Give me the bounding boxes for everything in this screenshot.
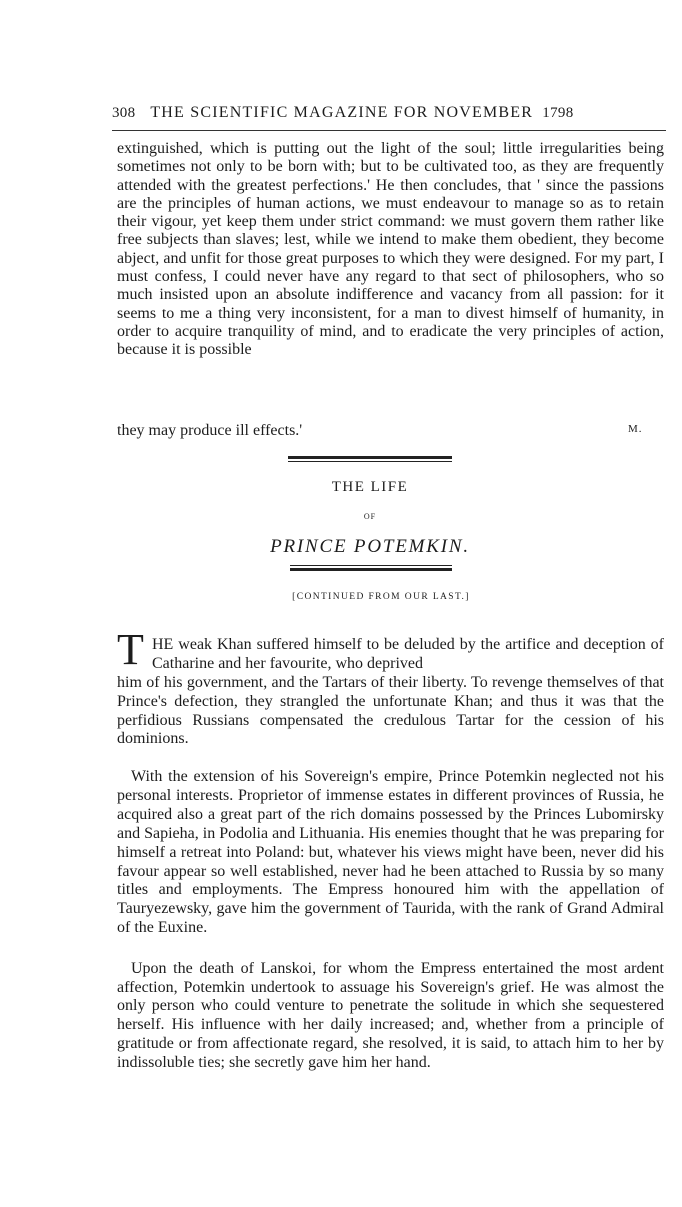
running-head-title: THE SCIENTIFIC MAGAZINE FOR NOVEMBER — [150, 104, 534, 121]
page-number: 308 — [112, 105, 136, 121]
article-title-line3: PRINCE POTEMKIN. — [270, 536, 470, 557]
article-title-line1: THE LIFE — [331, 479, 409, 495]
article-title-line2: OF — [363, 512, 377, 521]
drop-cap: T — [117, 625, 144, 674]
title-rule-bottom-thick — [290, 568, 452, 571]
article-opening-lines: HE weak Khan suffered himself to be deluded by the artifice and deception of Catharine and her favourite, who deprived — [152, 636, 664, 672]
continued-note: [CONTINUED FROM OUR LAST.] — [292, 592, 470, 602]
article-paragraph-2: With the extension of his Sovereign's empire, Prince Potemkin neglected not his personal interests. Proprietor of immense estates in different provinces of Russia, he acquired also a great part of the rich domains possessed by the Princes Lubomirsky and Sapieha, in Podolia and Lithuania. His enemies thought that he was preparing for himself a retreat into Poland: but, whatever his views might have been, never did his favour appear so well established, never had he been attached to Russia by so many titles and employments. The Empress honoured him with the appellation of Tauryezewsky, gave him the government of Taurida, with the rank of Grand Admiral of the Euxine. — [117, 768, 664, 937]
title-rule-top-thin — [288, 461, 452, 462]
title-rule-top-thick — [288, 456, 452, 459]
previous-article-last-line: they may produce ill effects.' — [117, 422, 303, 439]
article-signature: M. — [628, 423, 643, 435]
running-head — [112, 104, 666, 122]
article-paragraph-1: him of his government, and the Tartars of their liberty. To revenge themselves of that Prince's defection, they strangled the unfortunate Khan; and thus it was that the perfidious Russians compensated the credulous Tartar for the cession of his dominions. — [117, 674, 664, 748]
article-paragraph-3: Upon the death of Lanskoi, for whom the Empress entertained the most ardent affection, Potemkin undertook to assuage his Sovereign's grief. He was almost the only person who could venture to penetrate the solitude in which she sequestered herself. His influence with her daily increased; and, whether from a principle of gratitude or from affectionate regard, she resolved, it is said, to attach him to her by indissoluble ties; she secretly gave him her hand. — [117, 960, 664, 1071]
title-rule-bottom-thin — [290, 565, 452, 566]
header-rule — [112, 130, 666, 131]
previous-article-text: extinguished, which is putting out the light of the soul; little irregularities being sometimes not only to be born with; but to be cultivated too, as they are frequently attended with the greatest perfections.' He then concludes, that ' since the passions are the principles of human actions, we must endeavour to manage so as to retain their vigour, yet keep them under strict command: we must govern them rather like free subjects than slaves; lest, while we intend to make them obedient, they become abject, and unfit for those great purposes to which they were designed. For my part, I must confess, I could never have any regard to that sect of philosophers, who so much insisted upon an absolute indifference and vacancy from all passion: for it seems to me a thing very inconsistent, for a man to divest himself of humanity, in order to acquire tranquility of mind, and to eradicate the very principles of action, because it is possible — [117, 140, 664, 359]
running-head-year: 1798 — [542, 105, 574, 121]
